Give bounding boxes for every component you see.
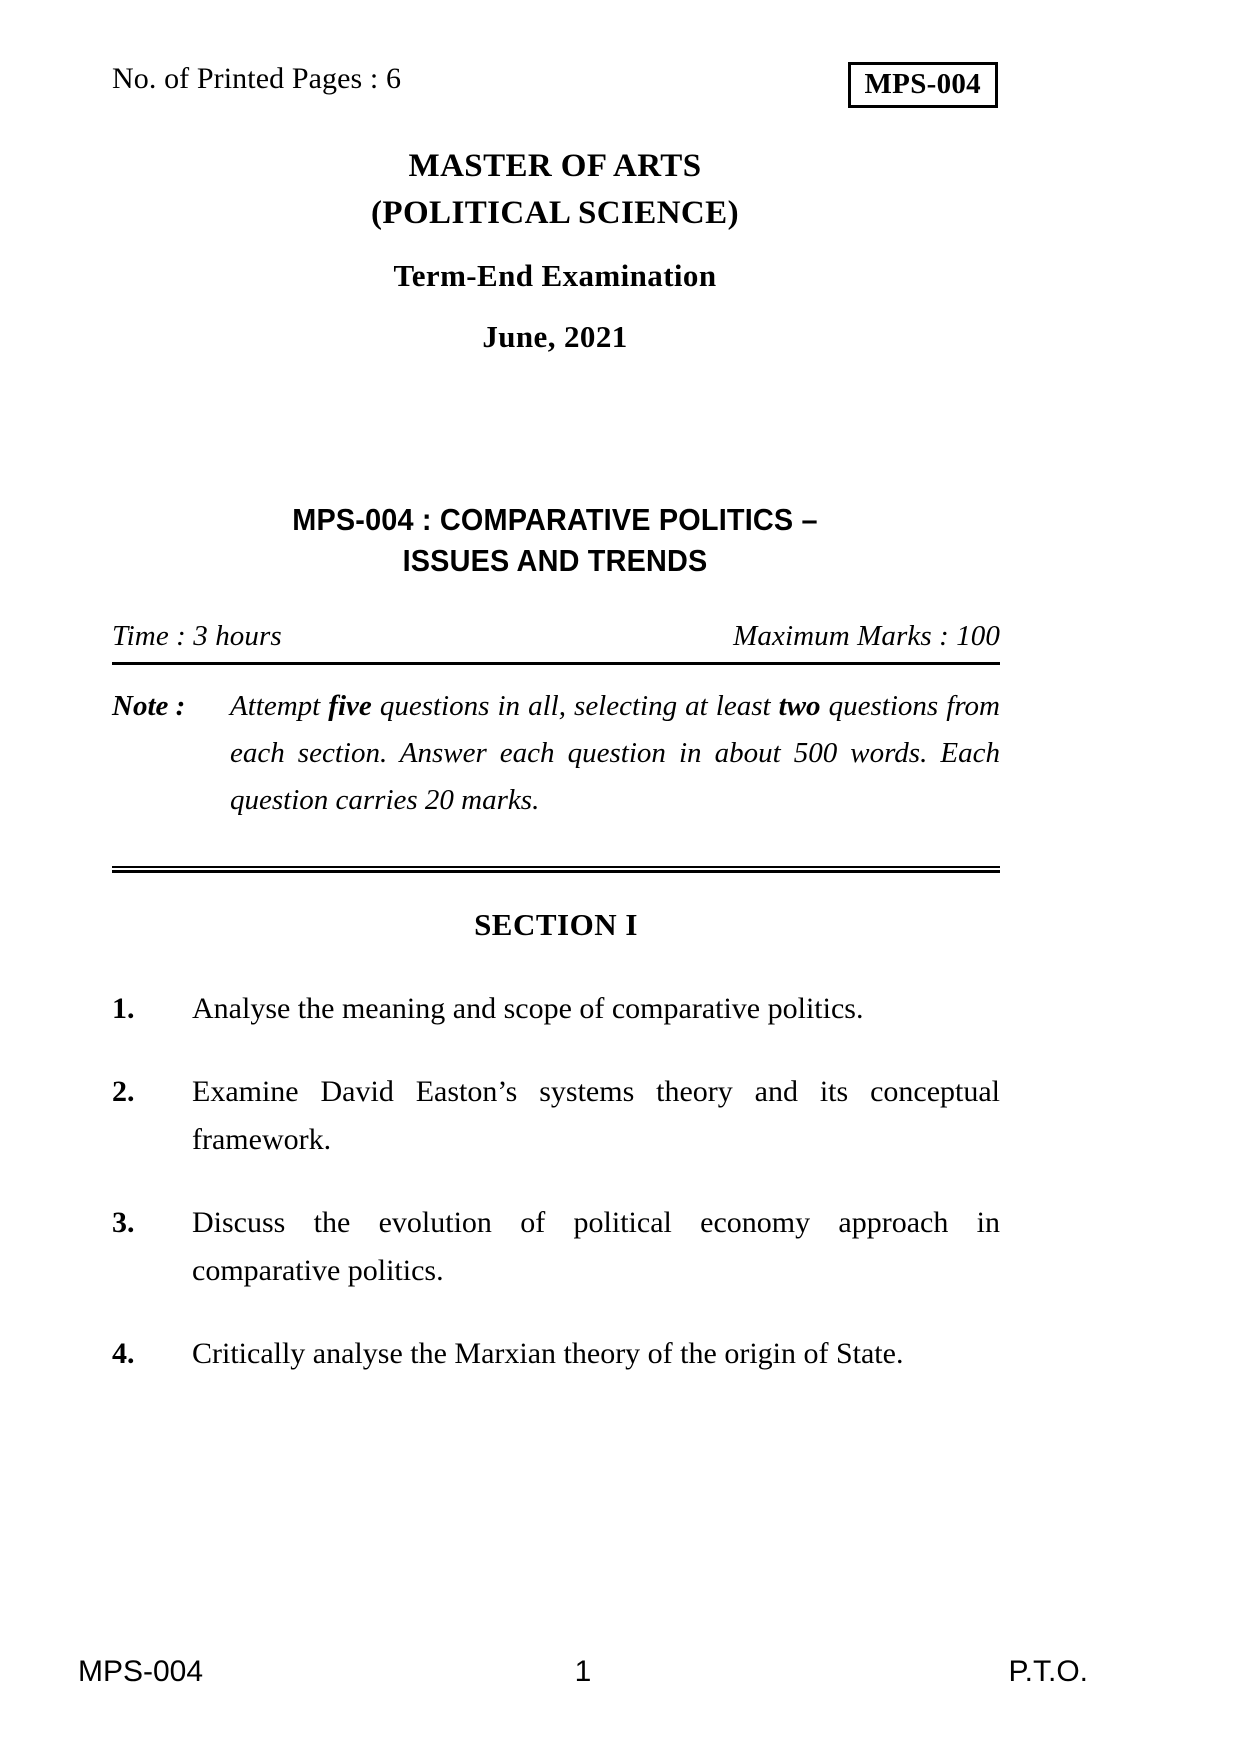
question-list [112, 985, 1000, 1413]
course-title-line-1: MPS-004 : COMPARATIVE POLITICS – [292, 502, 818, 537]
note-emphasis-five: five [328, 690, 372, 722]
question-item [112, 985, 1000, 1032]
course-code-box: MPS-004 [848, 62, 998, 108]
question-number: 4. [112, 1336, 135, 1370]
question-number: 2. [112, 1075, 135, 1109]
note-divider-double-rule [112, 866, 1000, 873]
question-number: 1. [112, 992, 135, 1025]
note-block [112, 683, 1000, 824]
note-label: Note : [112, 690, 186, 722]
page-header [112, 62, 998, 108]
exam-type-title: Term-End Examination [393, 258, 717, 293]
footer-page-number: 1 [574, 1655, 592, 1688]
question-item [112, 1199, 1000, 1294]
title-block [112, 150, 998, 352]
exam-meta-row [112, 620, 1000, 653]
section-heading: SECTION I [474, 907, 638, 942]
footer-turn-over: P.T.O. [1008, 1655, 1088, 1688]
question-text: Analyse the meaning and scope of comparative politics. [192, 992, 864, 1025]
note-text-part-1: Attempt [230, 690, 329, 722]
meta-divider-rule [112, 662, 1000, 665]
course-title-line-2: ISSUES AND TRENDS [402, 542, 708, 578]
question-item [112, 1330, 1000, 1377]
note-text-part-2: questions in all, selecting at least [371, 690, 779, 722]
specialisation-title: (POLITICAL SCIENCE) [371, 195, 739, 231]
question-number: 3. [112, 1206, 135, 1240]
course-title [143, 500, 967, 582]
question-text: Critically analyse the Marxian theory of the origin of State. [192, 1336, 904, 1370]
note-text-part-3: questions from each section. Answer each question in about 500 words. Each question carries 20 marks. [230, 690, 1000, 816]
note-text [230, 683, 1000, 824]
footer-course-code: MPS-004 [78, 1655, 204, 1688]
exam-session: June, 2021 [482, 319, 628, 354]
question-text: Discuss the evolution of political economy approach in comparative politics. [192, 1206, 1000, 1287]
exam-duration: Time : 3 hours [112, 620, 282, 652]
printed-pages-label: No. of Printed Pages : 6 [112, 62, 402, 95]
question-text: Examine David Easton’s systems theory and its conceptual framework. [192, 1075, 1000, 1156]
page-footer [78, 1655, 1088, 1689]
maximum-marks: Maximum Marks : 100 [733, 620, 1000, 652]
question-item [112, 1068, 1000, 1163]
degree-title: MASTER OF ARTS [408, 148, 702, 184]
note-emphasis-two: two [778, 690, 821, 722]
